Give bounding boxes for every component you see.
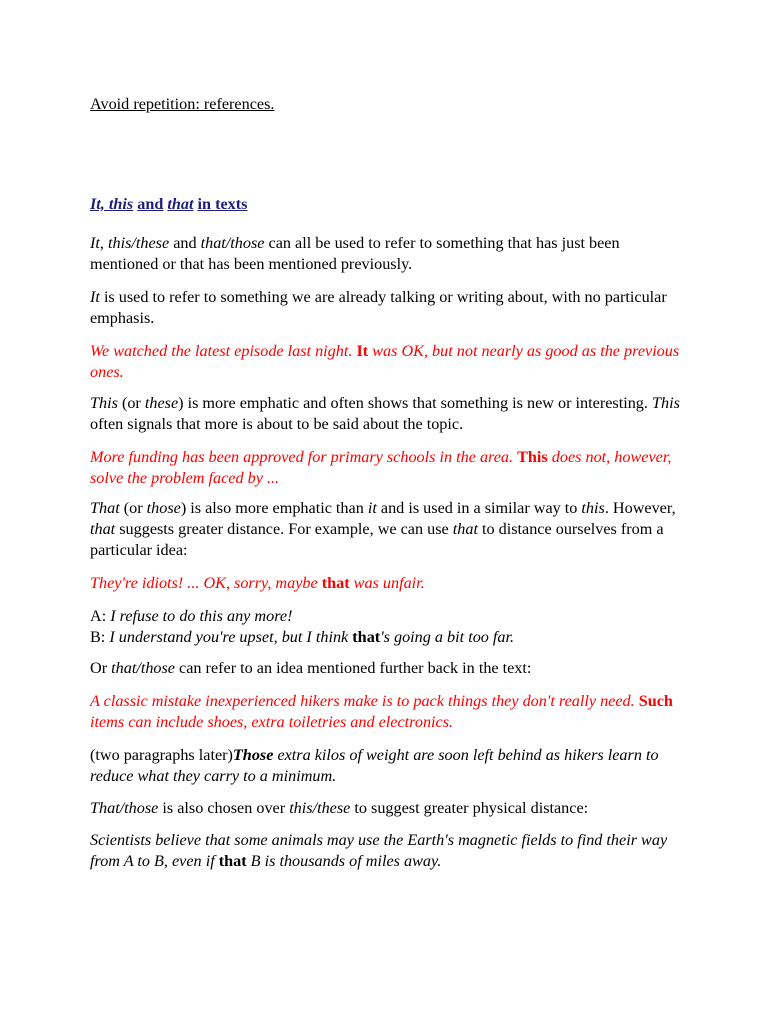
ex1-t2: was OK, but not nearly as good as the previous ones.	[90, 342, 680, 381]
example-3	[90, 573, 690, 594]
ex1-t1: We watched the latest episode last night.	[90, 342, 357, 360]
ex4-t2: items can include shoes, extra toiletries and electronics.	[90, 713, 454, 731]
paragraph-6	[90, 745, 690, 787]
p6-t1: (two paragraphs later)	[90, 746, 233, 764]
ex4-bold: Such	[638, 692, 673, 710]
p3-i3: This	[651, 394, 680, 412]
ex2-t2: does not, however, solve the problem faced by ...	[90, 448, 672, 487]
p5-i1: that/those	[111, 659, 175, 677]
p4-i2: those	[146, 499, 181, 517]
example-4	[90, 691, 690, 733]
p4-t4: . However,	[604, 499, 676, 517]
ex2-t1: More funding has been approved for primary schools in the area.	[90, 448, 518, 466]
paragraph-1	[90, 233, 690, 275]
p4-t1: (or	[119, 499, 147, 517]
document-title	[90, 94, 690, 115]
dialog-line-a	[90, 606, 690, 627]
paragraph-7	[90, 798, 690, 819]
heading-part1: It, this	[90, 195, 134, 213]
ex3-t2: was unfair.	[349, 574, 425, 592]
p4-t2: ) is also more emphatic than	[180, 499, 368, 517]
section-heading	[90, 194, 690, 215]
p5-t2: can refer to an idea mentioned further back in the text:	[175, 659, 532, 677]
example-5	[90, 830, 690, 872]
heading-part2: that	[167, 195, 194, 213]
ex4-t1: A classic mistake inexperienced hikers make is to pack things they don't really need.	[90, 692, 639, 710]
p6-t2: extra kilos of weight are soon left behind as hikers learn to reduce what they carry to a minimum.	[90, 746, 659, 785]
example-2	[90, 447, 690, 489]
ex5-t1: Scientists believe that some animals may use the Earth's magnetic fields to find their way from A to B, even if	[90, 831, 668, 870]
ex5-bold: that	[218, 852, 247, 870]
ex5-t2: B is thousands of miles away.	[246, 852, 442, 870]
p4-i3: it	[367, 499, 377, 517]
p3-i1: This	[90, 394, 118, 412]
title-text: Avoid repetition: references.	[90, 95, 275, 113]
p2-i1: It	[90, 288, 100, 306]
paragraph-5	[90, 658, 690, 679]
p1-t3: can all be used to refer to something that has just been mentioned or that has been mentioned previously.	[90, 234, 620, 273]
p3-t3: often signals that more is about to be said about the topic.	[90, 415, 464, 433]
dialog-b-t2: 's going a bit too far.	[380, 628, 515, 646]
p7-t1: is also chosen over	[158, 799, 290, 817]
dialog-a-label: A:	[90, 607, 111, 625]
p1-t1: ,	[99, 234, 108, 252]
dialog-a-text: I refuse to do this any more!	[110, 607, 293, 625]
example-1	[90, 341, 690, 383]
p1-i2: this/these	[107, 234, 170, 252]
p1-i1: It	[90, 234, 100, 252]
p4-t6: to distance ourselves from a particular idea:	[90, 520, 664, 559]
p3-i2: these	[144, 394, 179, 412]
p6-bold: Those	[232, 746, 274, 764]
p1-t2: and	[169, 234, 201, 252]
p7-i2: this/these	[289, 799, 351, 817]
p1-i3: that/those	[200, 234, 265, 252]
heading-rest: in texts	[197, 195, 248, 213]
dialog-b-label: B:	[90, 628, 110, 646]
paragraph-2	[90, 287, 690, 329]
dialog-b-bold: that	[352, 628, 381, 646]
p5-t1: Or	[90, 659, 112, 677]
p2-t1: is used to refer to something we are already talking or writing about, with no particular emphasis.	[90, 288, 667, 327]
ex3-t1: They're idiots! ... OK, sorry, maybe	[90, 574, 322, 592]
ex3-bold: that	[321, 574, 350, 592]
ex1-bold: It	[356, 342, 369, 360]
paragraph-4	[90, 498, 690, 561]
dialog-line-b	[90, 627, 690, 648]
p3-t1: (or	[117, 394, 145, 412]
dialog-b-t1: I understand you're upset, but I think	[109, 628, 353, 646]
p4-i4: this	[581, 499, 605, 517]
ex2-bold: This	[517, 448, 548, 466]
p4-i6: that	[452, 520, 478, 538]
p4-t3: and is used in a similar way to	[376, 499, 582, 517]
p7-i1: That/those	[90, 799, 159, 817]
p4-t5: suggests greater distance. For example, we can use	[115, 520, 453, 538]
p4-i1: That	[90, 499, 120, 517]
heading-and: and	[137, 195, 164, 213]
p3-t2: ) is more emphatic and often shows that something is new or interesting.	[178, 394, 652, 412]
p4-i5: that	[90, 520, 116, 538]
paragraph-3	[90, 393, 690, 435]
p7-t2: to suggest greater physical distance:	[350, 799, 589, 817]
